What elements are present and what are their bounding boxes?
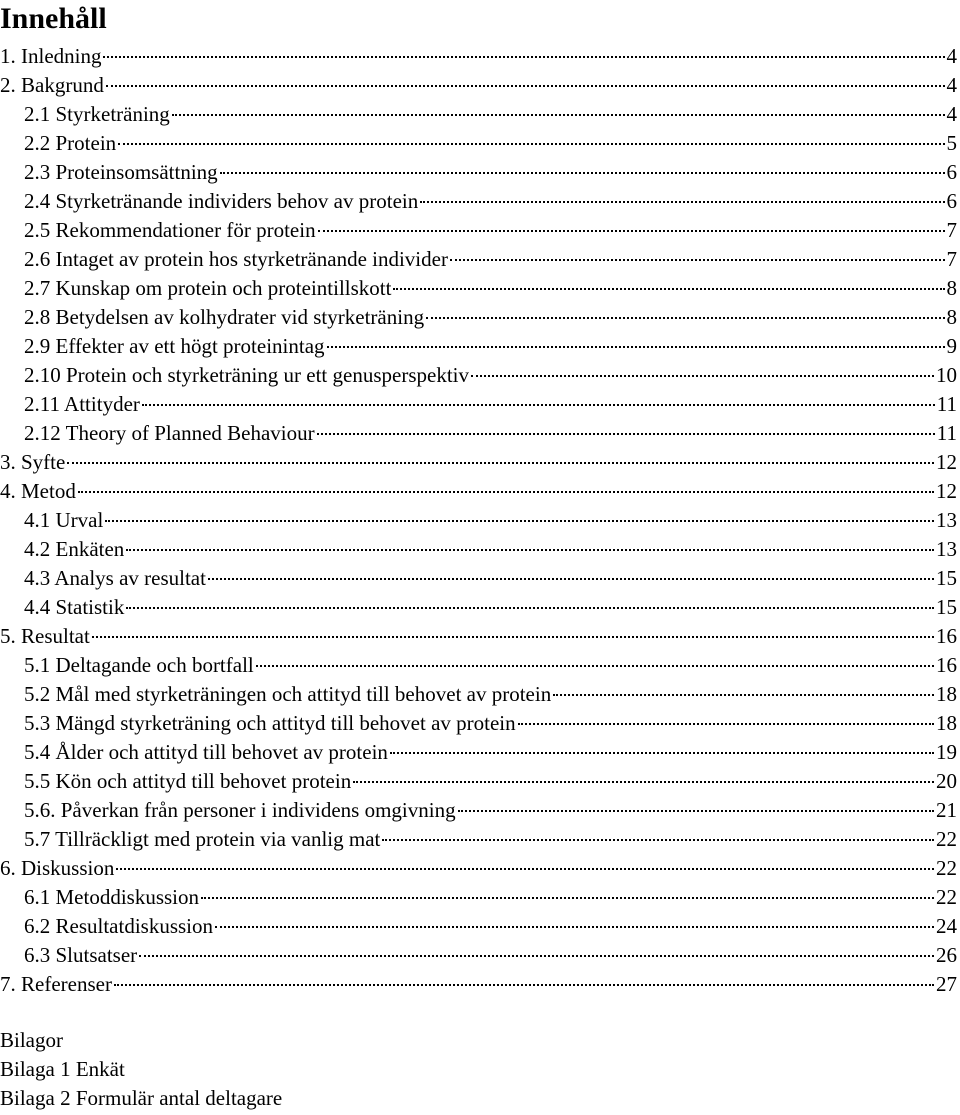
toc-entry-page-number[interactable]: 16 bbox=[936, 624, 957, 648]
toc-entry-label[interactable]: 5. Resultat bbox=[0, 624, 90, 648]
toc-entry-page-number[interactable]: 21 bbox=[936, 798, 957, 822]
toc-dot-leader bbox=[126, 607, 934, 609]
appendix-item: Bilaga 1 Enkät bbox=[0, 1057, 125, 1081]
toc-entry-label[interactable]: 2.7 Kunskap om protein och proteintillskott bbox=[24, 276, 392, 300]
toc-dot-leader bbox=[106, 85, 945, 87]
toc-entry-page-number[interactable]: 15 bbox=[936, 595, 957, 619]
toc-entry-label[interactable]: 2.5 Rekommendationer för protein bbox=[24, 218, 316, 242]
toc-dot-leader bbox=[393, 288, 944, 290]
toc-dot-leader bbox=[139, 955, 934, 957]
toc-dot-leader bbox=[126, 549, 934, 551]
toc-entry[interactable] bbox=[0, 332, 957, 361]
toc-dot-leader bbox=[114, 984, 934, 986]
toc-entry-page-number[interactable]: 22 bbox=[936, 885, 957, 909]
toc-entry[interactable] bbox=[0, 303, 957, 332]
toc-entry-label[interactable]: 4.1 Urval bbox=[24, 508, 104, 532]
toc-entry-page-number[interactable]: 6 bbox=[946, 160, 957, 184]
toc-dot-leader bbox=[317, 433, 935, 435]
toc-entry-page-number[interactable]: 15 bbox=[936, 566, 957, 590]
toc-entry-page-number[interactable]: 4 bbox=[946, 73, 957, 97]
toc-entry-label[interactable]: 6. Diskussion bbox=[0, 856, 115, 880]
toc-entry[interactable] bbox=[0, 158, 957, 187]
toc-entry[interactable] bbox=[0, 187, 957, 216]
toc-entry-label[interactable]: 6.3 Slutsatser bbox=[24, 943, 138, 967]
toc-entry-page-number[interactable]: 11 bbox=[936, 392, 957, 416]
toc-entry[interactable] bbox=[0, 970, 957, 999]
toc-entry-label[interactable]: 3. Syfte bbox=[0, 450, 66, 474]
toc-dot-leader bbox=[471, 375, 934, 377]
toc-entry-page-number[interactable]: 19 bbox=[936, 740, 957, 764]
toc-entry-label[interactable]: 1. Inledning bbox=[0, 44, 102, 68]
toc-dot-leader bbox=[103, 56, 944, 58]
toc-entry-page-number[interactable]: 13 bbox=[936, 508, 957, 532]
toc-entry-label[interactable]: 4.2 Enkäten bbox=[24, 537, 125, 561]
toc-dot-leader bbox=[353, 781, 934, 783]
toc-entry[interactable] bbox=[0, 941, 957, 970]
toc-entry-label[interactable]: 6.1 Metoddiskussion bbox=[24, 885, 200, 909]
toc-entry-page-number[interactable]: 8 bbox=[946, 276, 957, 300]
toc-entry[interactable] bbox=[0, 129, 957, 158]
toc-entry-page-number[interactable]: 11 bbox=[936, 421, 957, 445]
toc-entry-page-number[interactable]: 13 bbox=[936, 537, 957, 561]
toc-entry[interactable] bbox=[0, 42, 957, 71]
toc-entry-label[interactable]: 5.7 Tillräckligt med protein via vanlig mat bbox=[24, 827, 381, 851]
toc-dot-leader bbox=[142, 404, 935, 406]
toc-entry[interactable] bbox=[0, 448, 957, 477]
toc-entry[interactable] bbox=[0, 564, 957, 593]
toc-entry-page-number[interactable]: 6 bbox=[946, 189, 957, 213]
toc-entry-label[interactable]: 2.12 Theory of Planned Behaviour bbox=[24, 421, 315, 445]
toc-entry[interactable] bbox=[0, 100, 957, 129]
toc-entry[interactable] bbox=[0, 883, 957, 912]
toc-entry-label[interactable]: 2. Bakgrund bbox=[0, 73, 104, 97]
toc-entry-page-number[interactable]: 8 bbox=[946, 305, 957, 329]
toc-entry[interactable] bbox=[0, 767, 957, 796]
toc-entry-page-number[interactable]: 22 bbox=[936, 856, 957, 880]
toc-entry-page-number[interactable]: 12 bbox=[936, 450, 957, 474]
toc-entry-page-number[interactable]: 7 bbox=[946, 247, 957, 271]
toc-entry-label[interactable]: 5.5 Kön och attityd till behovet protein bbox=[24, 769, 352, 793]
toc-entry-page-number[interactable]: 27 bbox=[936, 972, 957, 996]
toc-entry-label[interactable]: 2.4 Styrketränande individers behov av protein bbox=[24, 189, 419, 213]
toc-entry[interactable] bbox=[0, 477, 957, 506]
toc-dot-leader bbox=[256, 665, 934, 667]
toc-entry[interactable] bbox=[0, 622, 957, 651]
toc-entry-label[interactable]: 2.9 Effekter av ett högt proteinintag bbox=[24, 334, 325, 358]
toc-entry-page-number[interactable]: 18 bbox=[936, 711, 957, 735]
toc-entry-page-number[interactable]: 9 bbox=[946, 334, 957, 358]
toc-entry-label[interactable]: 2.1 Styrketräning bbox=[24, 102, 170, 126]
toc-entry-page-number[interactable]: 10 bbox=[936, 363, 957, 387]
toc-entry-label[interactable]: 5.4 Ålder och attityd till behovet av protein bbox=[24, 740, 388, 764]
toc-dot-leader bbox=[201, 897, 934, 899]
toc-dot-leader bbox=[208, 578, 934, 580]
toc-entry-page-number[interactable]: 22 bbox=[936, 827, 957, 851]
toc-dot-leader bbox=[172, 114, 945, 116]
toc-dot-leader bbox=[215, 926, 934, 928]
toc-entry[interactable] bbox=[0, 245, 957, 274]
toc-entry[interactable] bbox=[0, 361, 957, 390]
toc-dot-leader bbox=[92, 636, 934, 638]
toc-entry-page-number[interactable]: 4 bbox=[946, 102, 957, 126]
appendix-heading: Bilagor bbox=[0, 1028, 63, 1052]
toc-entry-label[interactable]: 5.1 Deltagande och bortfall bbox=[24, 653, 254, 677]
toc-entry-label[interactable]: 4. Metod bbox=[0, 479, 76, 503]
toc-entry-label[interactable]: 2.11 Attityder bbox=[24, 392, 140, 416]
toc-entry-page-number[interactable]: 7 bbox=[946, 218, 957, 242]
toc-entry-page-number[interactable]: 18 bbox=[936, 682, 957, 706]
toc-entry-page-number[interactable]: 4 bbox=[946, 44, 957, 68]
toc-entry-label[interactable]: 4.4 Statistik bbox=[24, 595, 125, 619]
toc-entry-page-number[interactable]: 16 bbox=[936, 653, 957, 677]
toc-entry[interactable] bbox=[0, 274, 957, 303]
toc-dot-leader bbox=[67, 462, 934, 464]
toc-entry[interactable] bbox=[0, 680, 957, 709]
toc-entry[interactable] bbox=[0, 854, 957, 883]
toc-entry-label[interactable]: 6.2 Resultatdiskussion bbox=[24, 914, 214, 938]
toc-entry[interactable] bbox=[0, 709, 957, 738]
table-of-contents bbox=[0, 42, 957, 999]
toc-entry[interactable] bbox=[0, 825, 957, 854]
toc-entry-label[interactable]: 2.2 Protein bbox=[24, 131, 117, 155]
toc-dot-leader bbox=[390, 752, 934, 754]
toc-dot-leader bbox=[426, 317, 944, 319]
toc-dot-leader bbox=[518, 723, 934, 725]
toc-entry[interactable] bbox=[0, 912, 957, 941]
toc-dot-leader bbox=[458, 810, 934, 812]
toc-dot-leader bbox=[327, 346, 945, 348]
toc-entry-label[interactable]: 2.6 Intaget av protein hos styrketränande individer bbox=[24, 247, 448, 271]
toc-entry[interactable] bbox=[0, 535, 957, 564]
toc-entry[interactable] bbox=[0, 651, 957, 680]
toc-entry-page-number[interactable]: 20 bbox=[936, 769, 957, 793]
toc-entry[interactable] bbox=[0, 593, 957, 622]
toc-dot-leader bbox=[116, 868, 934, 870]
toc-entry-page-number[interactable]: 26 bbox=[936, 943, 957, 967]
toc-entry-page-number[interactable]: 5 bbox=[946, 131, 957, 155]
toc-entry-label[interactable]: 5.6. Påverkan från personer i individens omgivning bbox=[24, 798, 456, 822]
toc-entry-label[interactable]: 2.3 Proteinsomsättning bbox=[24, 160, 218, 184]
toc-entry-label[interactable]: 2.8 Betydelsen av kolhydrater vid styrketräning bbox=[24, 305, 425, 329]
toc-entry[interactable] bbox=[0, 506, 957, 535]
toc-dot-leader bbox=[118, 143, 944, 145]
toc-entry[interactable] bbox=[0, 419, 957, 448]
toc-dot-leader bbox=[450, 259, 945, 261]
toc-dot-leader bbox=[382, 839, 934, 841]
appendix-list bbox=[0, 1026, 282, 1113]
toc-entry[interactable] bbox=[0, 390, 957, 419]
toc-dot-leader bbox=[78, 491, 934, 493]
toc-dot-leader bbox=[420, 201, 944, 203]
toc-entry[interactable] bbox=[0, 71, 957, 100]
toc-entry[interactable] bbox=[0, 796, 957, 825]
toc-dot-leader bbox=[220, 172, 945, 174]
toc-entry-label[interactable]: 7. Referenser bbox=[0, 972, 112, 996]
toc-entry-page-number[interactable]: 12 bbox=[936, 479, 957, 503]
toc-entry[interactable] bbox=[0, 738, 957, 767]
toc-entry-label[interactable]: 2.10 Protein och styrketräning ur ett genusperspektiv bbox=[24, 363, 469, 387]
toc-dot-leader bbox=[318, 230, 945, 232]
toc-dot-leader bbox=[553, 694, 934, 696]
toc-entry-label[interactable]: 5.3 Mängd styrketräning och attityd till behovet av protein bbox=[24, 711, 516, 735]
toc-dot-leader bbox=[105, 520, 934, 522]
toc-entry-label[interactable]: 4.3 Analys av resultat bbox=[24, 566, 206, 590]
appendix-item: Bilaga 2 Formulär antal deltagare bbox=[0, 1086, 283, 1110]
toc-entry[interactable] bbox=[0, 216, 957, 245]
page-title: Innehåll bbox=[0, 2, 107, 35]
toc-entry-page-number[interactable]: 24 bbox=[936, 914, 957, 938]
toc-entry-label[interactable]: 5.2 Mål med styrketräningen och attityd till behovet av protein bbox=[24, 682, 552, 706]
